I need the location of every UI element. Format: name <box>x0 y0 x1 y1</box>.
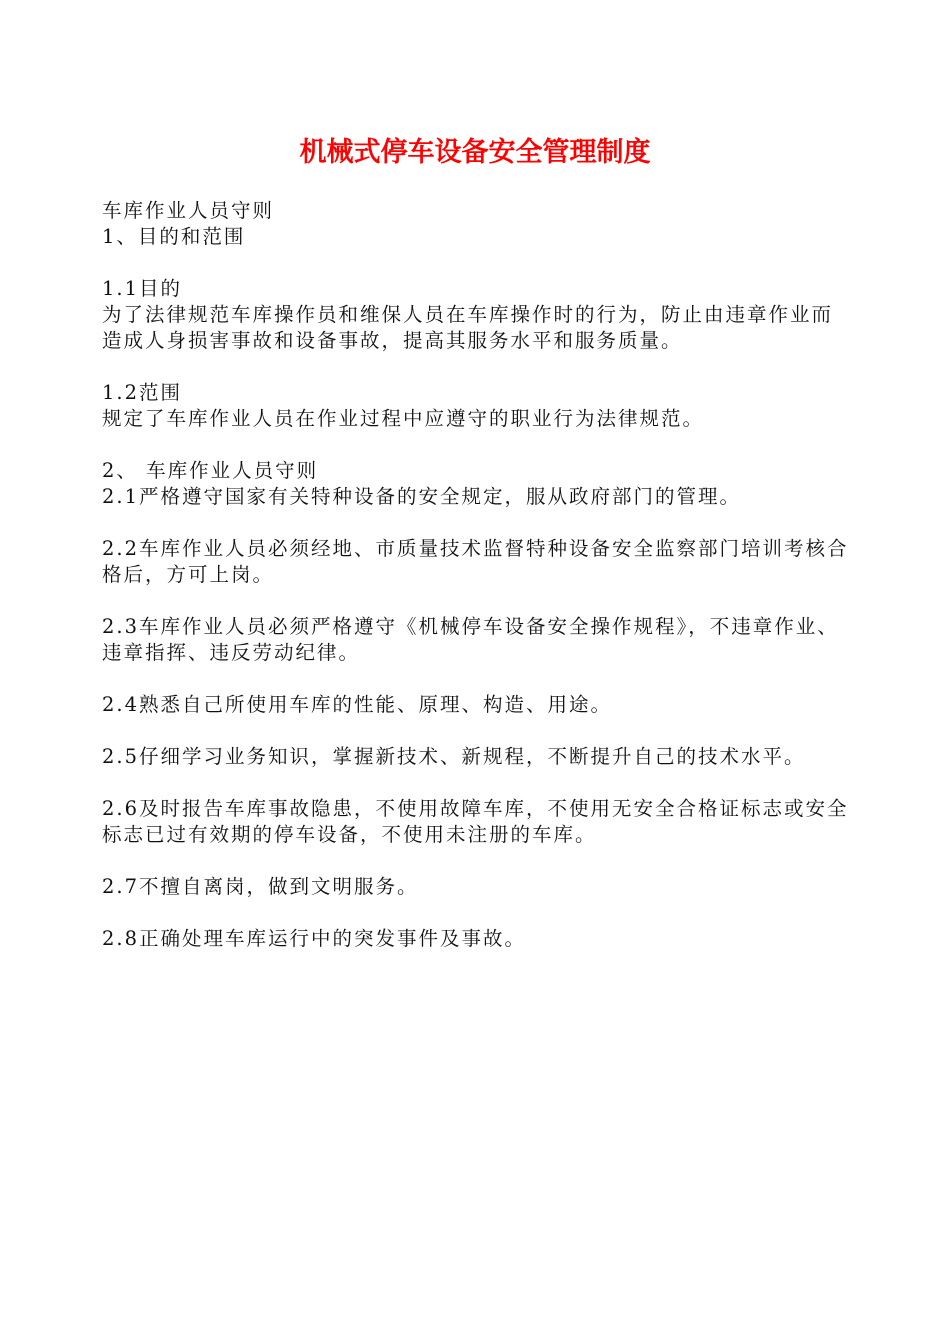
document-title: 机械式停车设备安全管理制度 <box>299 137 651 168</box>
rule-2-1: 2.1严格遵守国家有关特种设备的安全规定，服从政府部门的管理。 <box>102 485 742 508</box>
paragraph-gap <box>102 354 854 380</box>
section-1-1-heading: 1.1目的 <box>102 277 183 300</box>
rule-2-5: 2.5仔细学习业务知识，掌握新技术、新规程，不断提升自己的技术水平。 <box>102 745 806 768</box>
paragraph-gap <box>102 250 854 276</box>
document-body <box>102 198 854 952</box>
rule-2-8: 2.8正确处理车库运行中的突发事件及事故。 <box>102 927 527 950</box>
rule-2-3: 2.3车库作业人员必须严格遵守《机械停车设备安全操作规程》，不违章作业、违章指挥、违反劳动纪律。 <box>102 615 839 664</box>
paragraph-gap <box>102 432 854 458</box>
paragraph-gap <box>102 848 854 874</box>
rule-2-7: 2.7不擅自离岗，做到文明服务。 <box>102 875 419 898</box>
paragraph-gap <box>102 666 854 692</box>
section-1-heading: 1、目的和范围 <box>102 225 246 248</box>
rule-2-4: 2.4熟悉自己所使用车库的性能、原理、构造、用途。 <box>102 693 613 716</box>
paragraph-gap <box>102 718 854 744</box>
section-2-heading: 2、 车库作业人员守则 <box>102 459 319 482</box>
paragraph-gap <box>102 588 854 614</box>
section-1-2-heading: 1.2范围 <box>102 381 183 404</box>
paragraph-gap <box>102 770 854 796</box>
section-1-2-text: 规定了车库作业人员在作业过程中应遵守的职业行为法律规范。 <box>102 407 705 430</box>
rule-2-2: 2.2车库作业人员必须经地、市质量技术监督特种设备安全监察部门培训考核合格后，方可上岗。 <box>102 537 849 586</box>
paragraph-gap <box>102 510 854 536</box>
heading-workers-rules: 车库作业人员守则 <box>102 199 275 222</box>
rule-2-6: 2.6及时报告车库事故隐患，不使用故障车库，不使用无安全合格证标志或安全标志已过有效期的停车设备，不使用未注册的车库。 <box>102 797 849 846</box>
section-1-1-text: 为了法律规范车库操作员和维保人员在车库操作时的行为，防止由违章作业而造成人身损害事故和设备事故，提高其服务水平和服务质量。 <box>102 303 834 352</box>
paragraph-gap <box>102 900 854 926</box>
